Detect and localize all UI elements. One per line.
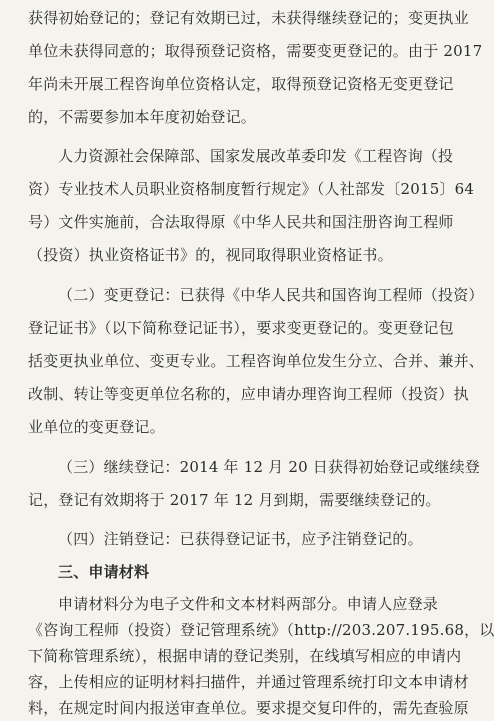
text-line: 资）专业技术人员职业资格制度暂行规定》（人社部发〔2015〕64 xyxy=(28,180,475,198)
text-line: 容，上传相应的证明材料扫描件，并通过管理系统打印文本申请材 xyxy=(28,673,469,691)
text-line: （二）变更登记：已获得《中华人民共和国咨询工程师（投资） xyxy=(58,286,484,304)
text-line: 获得初始登记的；登记有效期已过，未获得继续登记的；变更执业 xyxy=(28,9,469,27)
text-line: （四）注销登记：已获得登记证书，应予注销登记的。 xyxy=(58,530,423,548)
text-line: 单位未获得同意的；取得预登记资格，需要变更登记的。由于 2017 xyxy=(28,42,483,60)
text-line: 下简称管理系统），根据申请的登记类别，在线填写相应的申请内 xyxy=(28,647,462,665)
text-line: 的，不需要参加本年度初始登记。 xyxy=(28,108,257,126)
section-heading: 三、申请材料 xyxy=(58,563,150,581)
text-line: 申请材料分为电子文件和文本材料两部分。申请人应登录 xyxy=(58,595,439,613)
text-line: 记，登记有效期将于 2017 年 12 月到期，需要继续登记的。 xyxy=(28,491,441,509)
text-line: 括变更执业单位、变更专业。工程咨询单位发生分立、合并、兼并、 xyxy=(28,352,485,370)
text-line: （三）继续登记：2014 年 12 月 20 日获得初始登记或继续登 xyxy=(58,458,480,476)
text-line: 年尚未开展工程咨询单位资格认定，取得预登记资格无变更登记 xyxy=(28,75,454,93)
text-line: 改制、转让等变更单位名称的，应申请办理咨询工程师（投资）执 xyxy=(28,385,469,403)
text-line: 登记证书》（以下简称登记证书），要求变更登记的。变更登记包 xyxy=(28,319,454,337)
text-line: （投资）执业资格证书》的，视同取得职业资格证书。 xyxy=(28,246,393,264)
text-line: 《咨询工程师（投资）登记管理系统》（http://203.207.195.68，以 xyxy=(28,621,494,639)
text-line: 业单位的变更登记。 xyxy=(28,418,165,436)
text-line: 料，在规定时间内报送审查单位。要求提交复印件的，需先查验原 xyxy=(28,699,469,717)
text-line: 人力资源社会保障部、国家发展改革委印发《工程咨询（投 xyxy=(58,147,454,165)
text-line: 号）文件实施前，合法取得原《中华人民共和国注册咨询工程师 xyxy=(28,213,454,231)
